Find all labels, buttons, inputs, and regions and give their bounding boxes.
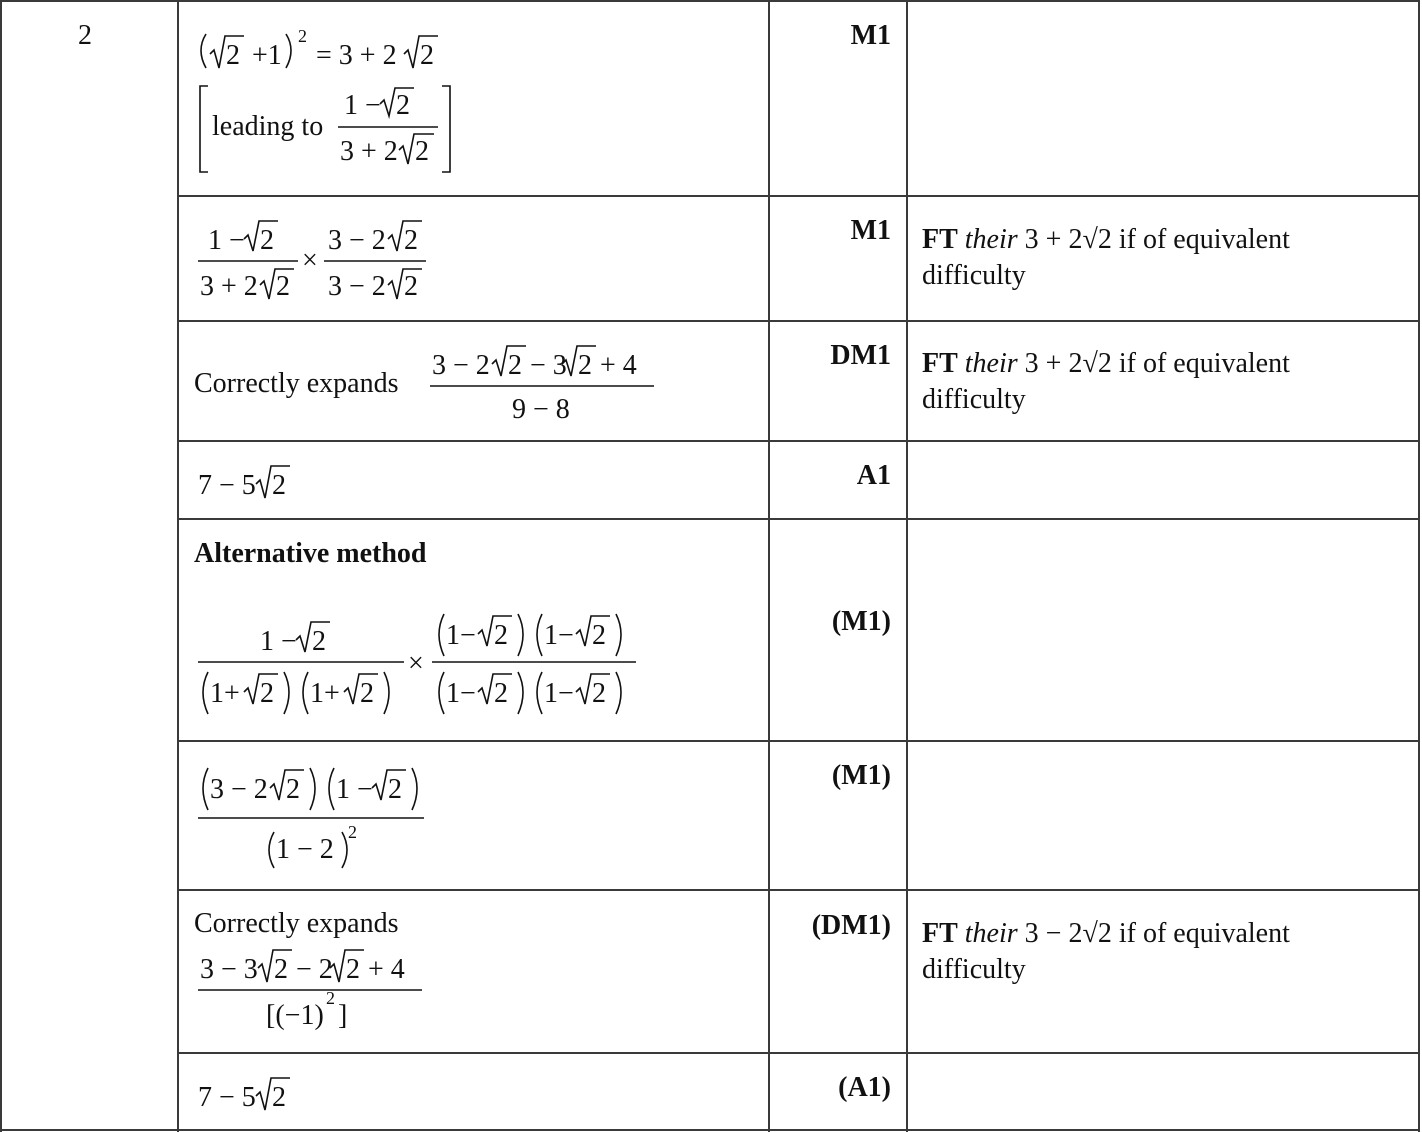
mark-code: A1 <box>856 460 891 491</box>
mark-code: M1 <box>850 20 891 51</box>
svg-text:2: 2 <box>274 954 288 985</box>
guidance-note <box>922 222 1392 294</box>
working-rationalise <box>196 215 436 305</box>
column-divider <box>768 0 770 1132</box>
svg-text:2: 2 <box>494 620 508 651</box>
svg-text:3 + 2: 3 + 2 <box>340 136 398 167</box>
svg-text:− 3: − 3 <box>530 350 567 381</box>
svg-text:2: 2 <box>420 40 434 71</box>
svg-text:×: × <box>408 648 424 679</box>
svg-text:3 + 2: 3 + 2 <box>200 271 258 302</box>
svg-text:9 − 8: 9 − 8 <box>512 394 570 425</box>
svg-text:2: 2 <box>346 954 360 985</box>
svg-text:2: 2 <box>404 271 418 302</box>
svg-text:1 −: 1 − <box>344 90 381 121</box>
ft-label: FT <box>922 224 958 255</box>
mark-code: DM1 <box>830 340 891 371</box>
ft-condition: if of equivalent difficulty <box>922 918 1290 985</box>
svg-text:3 − 3: 3 − 3 <box>200 954 258 985</box>
working-label: Correctly expands <box>194 908 399 939</box>
their-label: their <box>964 918 1018 949</box>
working-alt-numerator <box>196 942 436 1038</box>
mark-code: (DM1) <box>811 910 891 941</box>
working-label: Correctly expands <box>194 368 399 399</box>
row-divider <box>177 518 1420 520</box>
svg-text:3 − 2: 3 − 2 <box>210 774 268 805</box>
svg-text:1 −: 1 − <box>336 774 373 805</box>
svg-text:2: 2 <box>360 678 374 709</box>
svg-text:2: 2 <box>578 350 592 381</box>
mark-code: (A1) <box>838 1072 891 1103</box>
guidance-note <box>922 346 1392 418</box>
svg-text:2: 2 <box>272 470 286 501</box>
svg-text:= 3 + 2: = 3 + 2 <box>316 40 397 71</box>
svg-text:2: 2 <box>494 678 508 709</box>
svg-text:1−: 1− <box>446 620 476 651</box>
svg-text:2: 2 <box>396 90 410 121</box>
mark-code: (M1) <box>831 606 891 637</box>
row-divider <box>177 440 1420 442</box>
svg-text:2: 2 <box>298 26 307 46</box>
svg-text:2: 2 <box>326 988 335 1008</box>
svg-text:1+: 1+ <box>310 678 340 709</box>
svg-text:3 − 2: 3 − 2 <box>328 271 386 302</box>
ft-label: FT <box>922 918 958 949</box>
svg-text:2: 2 <box>404 225 418 256</box>
question-number: 2 <box>78 20 92 51</box>
svg-text:2: 2 <box>592 620 606 651</box>
svg-text:2: 2 <box>260 225 274 256</box>
ft-label: FT <box>922 348 958 379</box>
svg-text:− 2: − 2 <box>296 954 333 985</box>
row-divider <box>177 889 1420 891</box>
svg-text:2: 2 <box>312 626 326 657</box>
svg-text:1 −: 1 − <box>208 225 245 256</box>
row-divider <box>177 740 1420 742</box>
svg-text:3 − 2: 3 − 2 <box>328 225 386 256</box>
svg-text:]: ] <box>338 1000 348 1031</box>
svg-text:2: 2 <box>226 40 240 71</box>
bracket-prefix: leading to <box>212 111 324 142</box>
working-expand-numerator <box>428 340 668 430</box>
ft-condition: if of equivalent difficulty <box>922 224 1290 291</box>
svg-text:1−: 1− <box>544 620 574 651</box>
svg-text:2: 2 <box>348 822 357 842</box>
table-border-top <box>0 0 1420 2</box>
table-border-bottom <box>0 1129 1420 1131</box>
svg-text:+1: +1 <box>252 40 282 71</box>
table-border-right <box>1418 0 1420 1132</box>
svg-text:7 − 5: 7 − 5 <box>198 1082 256 1113</box>
svg-text:2: 2 <box>286 774 300 805</box>
ft-expression: 3 + 2√2 <box>1024 348 1112 379</box>
svg-text:3 − 2: 3 − 2 <box>432 350 490 381</box>
their-label: their <box>964 348 1018 379</box>
svg-text:+ 4: + 4 <box>368 954 405 985</box>
their-label: their <box>964 224 1018 255</box>
svg-text:1−: 1− <box>446 678 476 709</box>
ft-expression: 3 − 2√2 <box>1024 918 1112 949</box>
svg-text:1−: 1− <box>544 678 574 709</box>
svg-text:2: 2 <box>508 350 522 381</box>
svg-text:+ 4: + 4 <box>600 350 637 381</box>
svg-text:[(−1): [(−1) <box>266 1000 324 1031</box>
svg-text:2: 2 <box>276 271 290 302</box>
working-alt-rationalise <box>196 606 646 724</box>
working-alt-expand <box>196 760 436 872</box>
row-divider <box>177 1052 1420 1054</box>
column-divider <box>177 0 179 1132</box>
mark-code: (M1) <box>831 760 891 791</box>
svg-text:7 − 5: 7 − 5 <box>198 470 256 501</box>
column-divider <box>906 0 908 1132</box>
working-expansion <box>194 28 464 178</box>
working-answer <box>196 460 316 504</box>
svg-text:2: 2 <box>272 1082 286 1113</box>
working-answer <box>196 1072 316 1116</box>
svg-text:2: 2 <box>592 678 606 709</box>
table-border-left <box>0 0 2 1132</box>
ft-expression: 3 + 2√2 <box>1024 224 1112 255</box>
svg-text:2: 2 <box>388 774 402 805</box>
mark-code: M1 <box>850 215 891 246</box>
ft-condition: if of equivalent difficulty <box>922 348 1290 415</box>
row-divider <box>177 320 1420 322</box>
svg-text:1 − 2: 1 − 2 <box>276 834 334 865</box>
guidance-note <box>922 916 1392 988</box>
row-divider <box>177 195 1420 197</box>
alternative-method-heading: Alternative method <box>194 538 427 569</box>
svg-text:2: 2 <box>260 678 274 709</box>
svg-text:1 −: 1 − <box>260 626 297 657</box>
svg-text:1+: 1+ <box>210 678 240 709</box>
svg-text:2: 2 <box>415 136 429 167</box>
svg-text:×: × <box>302 245 318 276</box>
